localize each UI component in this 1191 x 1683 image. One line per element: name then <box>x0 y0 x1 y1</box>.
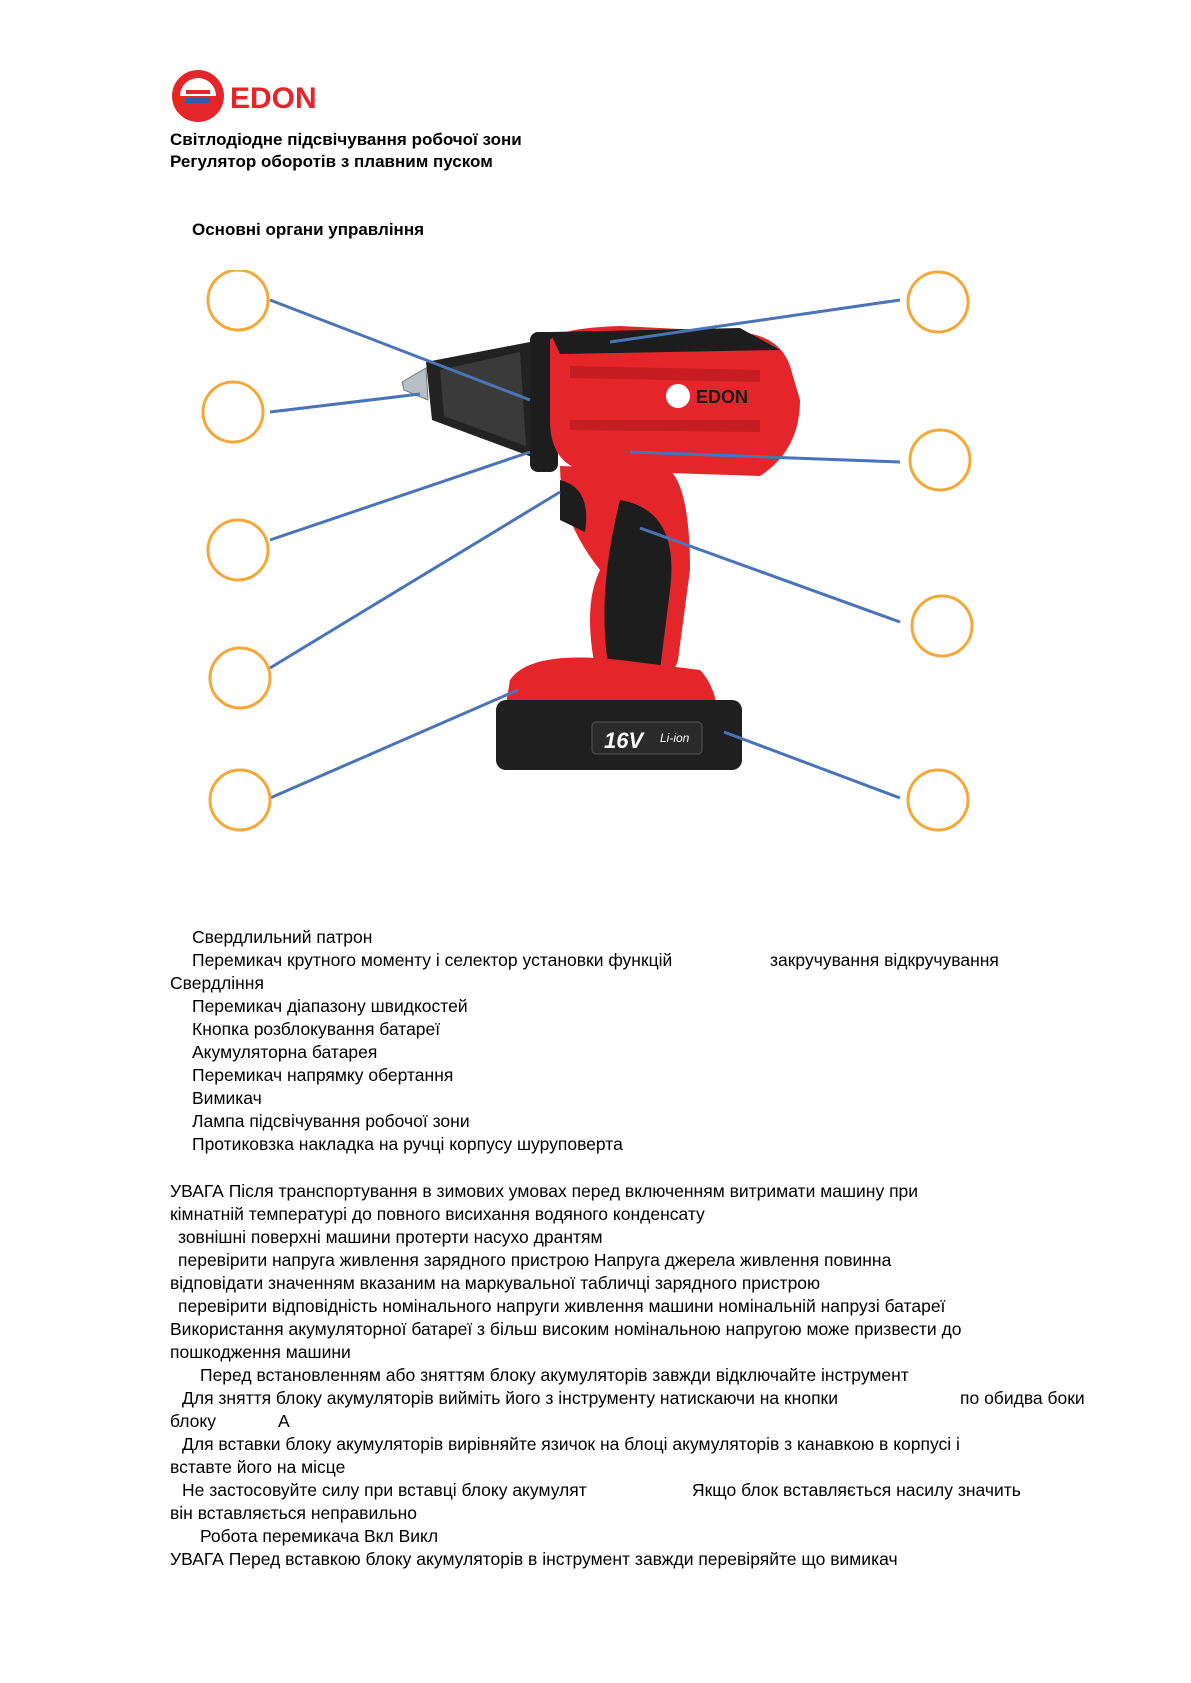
warning-line: УВАГА Після транспортування в зимових умовах перед включенням витримати машину при <box>170 1181 919 1201</box>
warning-line: Якщо блок вставляється насилу значить <box>692 1480 1021 1500</box>
callout-marker <box>210 648 270 708</box>
callout-marker <box>910 430 970 490</box>
component-item: Акумуляторна батарея <box>192 1042 378 1062</box>
callout-marker <box>203 382 263 442</box>
component-item: Вимикач <box>192 1088 262 1108</box>
warning-line: відповідати значенням вказаним на маркувальної табличці зарядного пристрою <box>170 1273 821 1293</box>
drill-diagram <box>200 270 1100 910</box>
warning-line: Для вставки блоку акумуляторів вирівняйте язичок на блоці акумуляторів з канавкою в корпусі і <box>182 1434 960 1454</box>
warning-line: він вставляється неправильно <box>170 1503 417 1523</box>
warning-line: пошкодження машини <box>170 1342 351 1362</box>
warning-line: зовнішні поверхні машини протерти насухо дрантям <box>178 1227 603 1247</box>
warning-line: по обидва боки <box>960 1388 1085 1408</box>
callout-marker <box>208 520 268 580</box>
warning-line: перевірити відповідність номінального напруги живлення машини номінальній напрузі батареї <box>178 1296 946 1316</box>
component-item: Протиковзка накладка на ручці корпусу шуруповерта <box>192 1134 623 1154</box>
component-item: Перемикач діапазону швидкостей <box>192 996 468 1016</box>
logo-wordmark: EDON <box>230 82 317 115</box>
component-item: Свердлильний патрон <box>192 927 373 947</box>
component-item: Перемикач крутного моменту і селектор установки функцій <box>192 950 673 970</box>
battery-type-label: Li-ion <box>660 731 690 745</box>
component-item: Лампа підсвічування робочої зони <box>192 1111 470 1131</box>
feature-line: Світлодіодне підсвічування робочої зони <box>170 130 522 149</box>
component-item: Перемикач напрямку обертання <box>192 1065 454 1085</box>
warning-line: Не застосовуйте силу при вставці блоку акумулят <box>182 1480 587 1500</box>
warning-line: Робота перемикача Вкл Викл <box>200 1526 439 1546</box>
callout-marker <box>210 770 270 830</box>
callout-marker <box>912 596 972 656</box>
warning-line: Використання акумуляторної батареї з більш високим номінальною напругою може призвести до <box>170 1319 962 1339</box>
edon-logo <box>170 68 330 124</box>
warning-line: перевірити напруга живлення зарядного пристрою Напруга джерела живлення повинна <box>178 1250 892 1270</box>
drill-body-brand: EDON <box>696 387 749 407</box>
component-item: Кнопка розблокування батареї <box>192 1019 441 1039</box>
warning-line: Перед встановленням або зняттям блоку акумуляторів завжди відключайте інструмент <box>200 1365 909 1385</box>
component-item: закручування відкручування <box>770 950 999 970</box>
callout-marker <box>908 770 968 830</box>
warning-line: УВАГА Перед вставкою блоку акумуляторів в інструмент завжди перевіряйте що вимикач <box>170 1549 898 1569</box>
warning-line: Для зняття блоку акумуляторів вийміть його з інструменту натискаючи на кнопки <box>182 1388 838 1408</box>
battery-voltage-label: 16V <box>604 728 644 753</box>
section-title: Основні органи управління <box>192 220 425 239</box>
warning-line: кімнатній температурі до повного висихання водяного конденсату <box>170 1204 705 1224</box>
callout-marker <box>208 270 268 330</box>
component-item: Свердління <box>170 973 264 993</box>
warning-line: блоку <box>170 1411 216 1431</box>
callout-marker <box>908 272 968 332</box>
feature-line: Регулятор оборотів з плавним пуском <box>170 152 493 171</box>
drill-illustration <box>402 326 800 770</box>
warning-line: А <box>278 1411 290 1431</box>
warning-line: вставте його на місце <box>170 1457 346 1477</box>
